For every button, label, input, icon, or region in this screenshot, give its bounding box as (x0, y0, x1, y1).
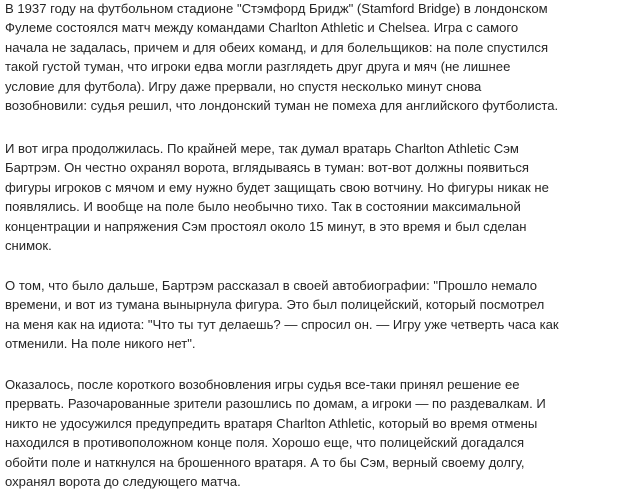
text-line: на меня как на идиота: "Что ты тут делаешь? — спросил он. — Игру уже четверть часа как (5, 316, 559, 332)
paragraph-4 (5, 375, 634, 491)
text-line: находился в противоположном конце поля. Хорошо еще, что полицейский догадался (5, 435, 525, 451)
text-line: Фулеме состоялся матч между командами Charlton Athletic и Chelsea. Игра с самого (5, 20, 519, 36)
text-line: снимок. (5, 238, 52, 254)
paragraph-1 (5, 0, 634, 115)
text-line: охранял ворота до следующего матча. (5, 474, 241, 490)
text-line: Бартрэм. Он честно охранял ворота, вглядываясь в туман: вот-вот должны появиться (5, 160, 530, 176)
text-line: условие для футбола). Игру даже прервали, но спустя несколько минут снова (5, 78, 482, 94)
text-line: Оказалось, после короткого возобновления игры судья все-таки принял решение ее (5, 377, 520, 392)
text-line: возобновили: судья решил, что лондонский туман не помеха для английского футболиста. (5, 98, 559, 114)
text-line: фигуры игроков с мячом и ему нужно будет защищать свою вотчину. Но фигуры никак не (5, 179, 549, 195)
text-line: О том, что было дальше, Бартрэм рассказал в своей автобиографии: "Прошло немало (5, 278, 538, 293)
text-line: времени, и вот из тумана вынырнула фигура. Это был полицейский, который посмотрел (5, 297, 545, 313)
text-line: концентрации и напряжения Сэм простоял около 15 минут, в это время и был сделан (5, 218, 527, 234)
text-line: И вот игра продолжилась. По крайней мере, так думал вратарь Charlton Athletic Сэм (5, 141, 519, 156)
text-line: такой густой туман, что игроки едва могли разглядеть друг друга и мяч (не лишнее (5, 59, 511, 75)
text-line: обойти поле и наткнулся на брошенного вратаря. А то бы Сэм, верный своему долгу, (5, 454, 525, 470)
text-line: В 1937 году на футбольном стадионе "Стэмфорд Бридж" (Stamford Bridge) в лондонском (5, 1, 548, 16)
text-line: появлялись. И вообще на поле было необычно тихо. Так в состоянии максимальной (5, 199, 521, 215)
text-line: отменили. На поле никого нет". (5, 336, 196, 352)
text-line: прервать. Разочарованные зрители разошлись по домам, а игроки — по раздевалкам. И (5, 396, 546, 412)
paragraph-2 (5, 139, 634, 255)
paragraph-3 (5, 276, 634, 354)
text-line: никто не удосужился предупредить вратаря Charlton Athletic, который во время отмены (5, 415, 538, 431)
text-line: начала не задалась, причем и для обеих команд, и для болельщиков: на поле спустился (5, 39, 549, 55)
